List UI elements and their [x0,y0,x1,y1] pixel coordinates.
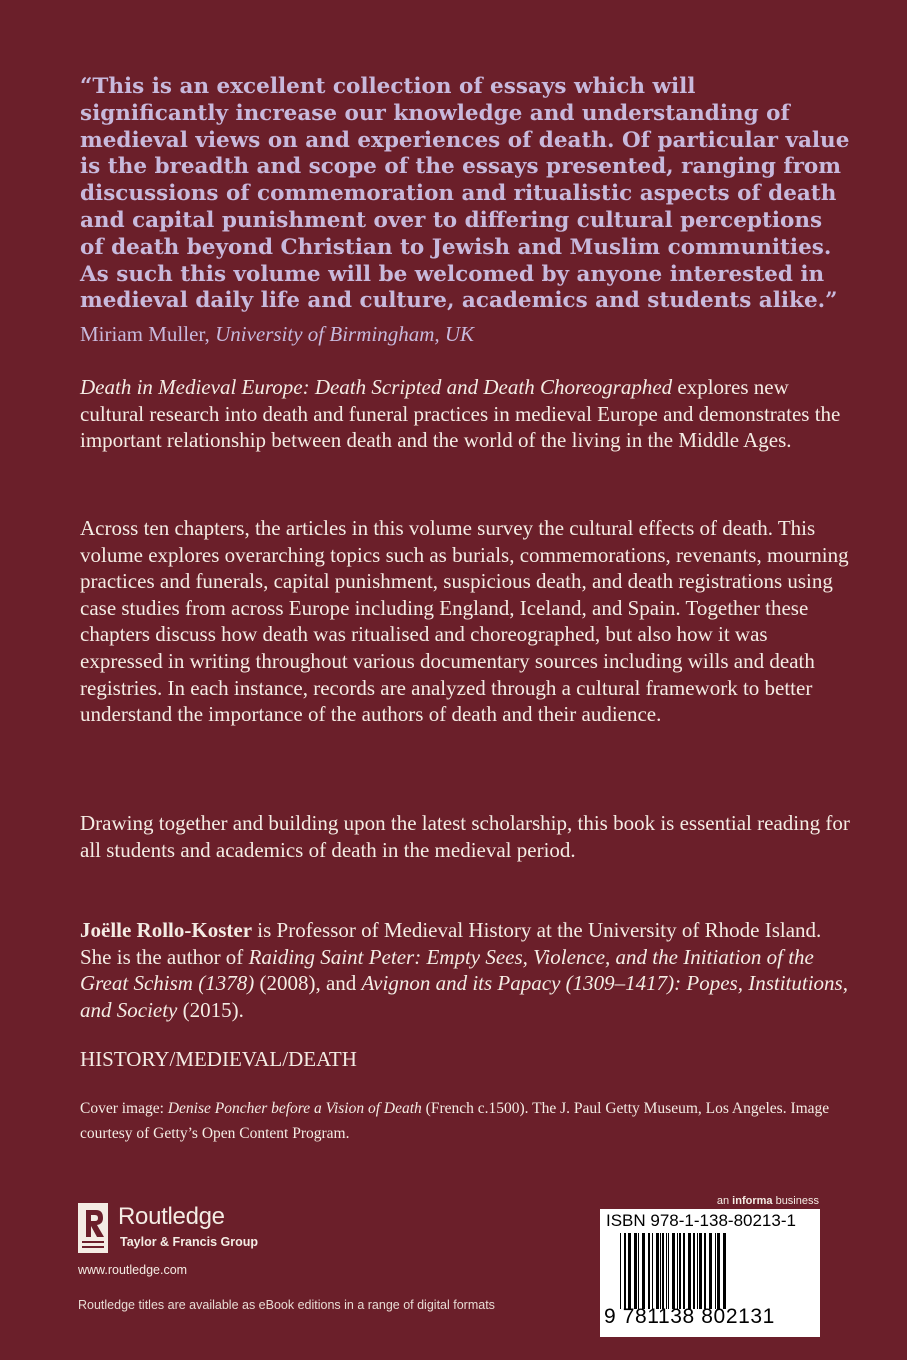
author-book-1: Raiding Saint Peter: Empty Sees, Violence, and the Initiation of the Great Schism (1378) [80,944,814,996]
routledge-logo-icon [78,1203,108,1253]
cover-credit [80,1097,850,1146]
barcode-bar [634,1233,637,1309]
isbn-label: ISBN 978-1-138-80213-1 [606,1211,796,1230]
subject-category: HISTORY/MEDIEVAL/DEATH [80,1047,357,1071]
barcode-bar [628,1233,631,1309]
barcode-digits: 9 781138 802131 [604,1305,775,1328]
barcode-bar [697,1233,698,1309]
barcode-bar [677,1233,678,1309]
barcode-bar [704,1233,706,1309]
description-p1-text: explores new cultural research into death and funeral practices in medieval Europe and demonstrates the important relationship between death and the world of the living in the Middle Ages. [80,375,841,453]
barcode-bar [648,1233,650,1309]
endorsement-quote: “This is an excellent collection of essays which will significantly increase our knowledge and understanding of medieval views on and experiences of death. Of particular value is the breadth and scope of the essays presented, ranging from discussions of commemoration and ritualistic aspects of death and capital punishment over to differing cultural perceptions of death beyond Christian to Jewish and Muslim communities. As such this volume will be welcomed by anyone interested in medieval daily life and culture, academics and students alike.” [80,74,850,314]
publisher-group: Taylor & Francis Group [120,1235,258,1249]
author-bio [80,917,850,1023]
barcode-bar [656,1233,659,1309]
barcode-bars [620,1233,816,1309]
barcode-bar [709,1233,712,1309]
barcode-bar [723,1233,726,1309]
author-book-2: Avignon and its Papacy (1309–1417): Popes, Institutions, and Society [80,971,848,1022]
publisher-website-link[interactable]: www.routledge.com [78,1263,188,1277]
barcode-bar [679,1233,681,1309]
barcode [600,1209,820,1337]
description-paragraph-3: Drawing together and building upon the latest scholarship, this book is essential reading for all students and academics of death in the medieval period. [80,811,850,862]
author-bio-text-3: (2015). [177,997,244,1022]
description-paragraph-2: Across ten chapters, the articles in this volume survey the cultural effects of death. This volume explores overarching topics such as burials, commemorations, revenants, mourning practices and funerals, capital punishment, suspicious death, and death registrations using case studies from across Europe including England, Iceland, and Spain. Together these chapters discuss how death was ritualised and choreographed, but also how it was expressed in writing throughout various documentary sources including wills and death registries. In each instance, records are analyzed through a cultural framework to better understand the importance of the authors of death and their audience. [80,516,849,727]
endorsement-author: Miriam Muller, [80,322,210,346]
publisher-name: Routledge [118,1203,225,1230]
barcode-bar [668,1233,669,1309]
barcode-bar [660,1233,661,1309]
book-title: Death in Medieval Europe: Death Scripted and Death Choreographed [80,375,673,399]
barcode-bar [624,1233,626,1309]
author-bio-text-2: (2008), and [254,971,362,996]
barcode-bar [683,1233,685,1309]
barcode-bar [666,1233,667,1309]
barcode-bar [715,1233,716,1309]
cover-credit-title: Denise Poncher before a Vision of Death [167,1100,422,1117]
informa-business-label: an informa business [716,1195,819,1207]
barcode-bar [717,1233,720,1309]
cover-credit-prefix: Cover image: [80,1100,168,1117]
cover-credit-rest: (French c.1500). The J. Paul Getty Museum, Los Angeles. Image courtesy of Getty’s Open Content Program. [80,1100,830,1142]
barcode-bar [662,1233,664,1309]
endorsement-affiliation: University of Birmingham, UK [215,322,475,346]
author-bio-text-1: is Professor of Medieval History at the University of Rhode Island. She is the author of [80,918,822,969]
barcode-bar [642,1233,645,1309]
barcode-bar [693,1233,695,1309]
endorsement-attribution [80,320,850,348]
barcode-bar [638,1233,639,1309]
author-name: Joëlle Rollo-Koster [80,918,253,942]
barcode-bar [688,1233,691,1309]
barcode-bar [620,1233,621,1309]
description-paragraph-1 [80,374,850,454]
barcode-bar [652,1233,653,1309]
barcode-bar [699,1233,702,1309]
ebook-note: Routledge titles are available as eBook editions in a range of digital formats [78,1298,495,1312]
barcode-bar [672,1233,675,1309]
